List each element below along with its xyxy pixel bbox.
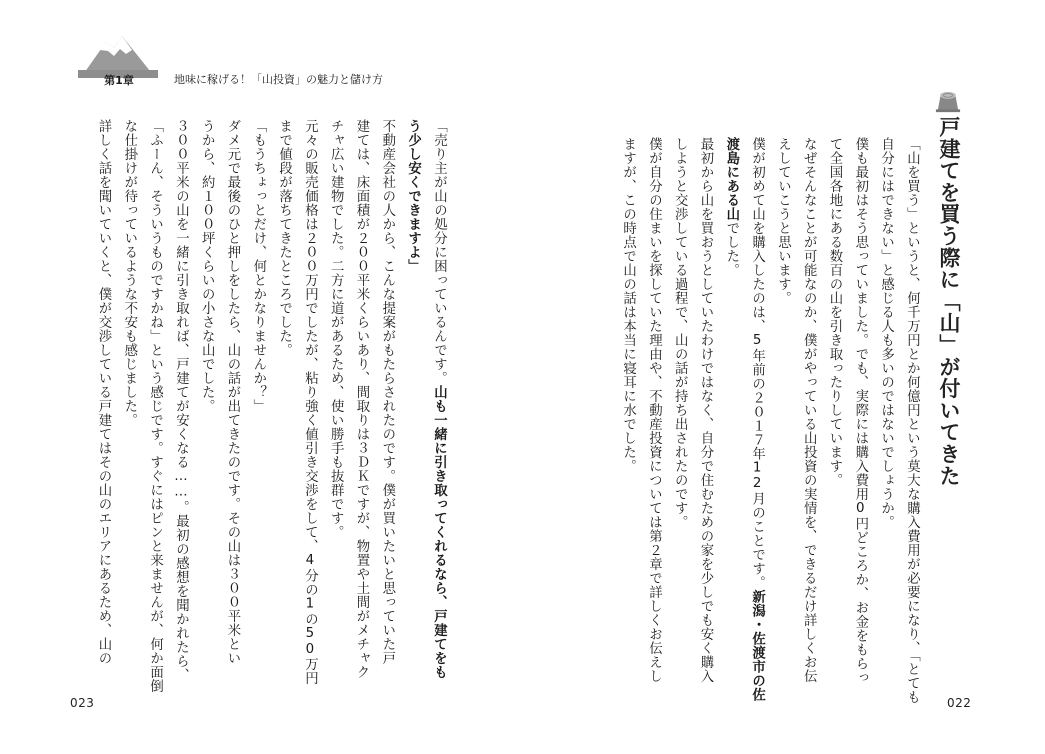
left-page-text-column (329, 119, 342, 539)
body-text: でした。 (723, 221, 739, 277)
right-page-text-column (905, 137, 918, 704)
left-page-text-column (148, 119, 161, 693)
body-text: 建ては、床面積が２００平米くらいあり、間取りは３ＤＫですが、物置や土間がメチャク (354, 119, 369, 679)
body-text: 僕が自分の住まいを探していた理由や、不動産投資については第２章で詳しくお伝えし (646, 137, 662, 683)
page-number-right: 022 (947, 696, 972, 710)
body-text: うから、約１００坪くらいの小さな山でした。 (199, 119, 215, 413)
right-page-text-column (853, 137, 866, 685)
body-text: なぜそんなことが可能なのか、僕がやっている山投資の実情を、できるだけ詳しくお伝 (801, 137, 817, 683)
left-page-text-column (122, 119, 135, 427)
right-page-text-column (673, 137, 686, 529)
left-page-text-column (380, 119, 393, 665)
body-text: 詳しく話を聞いていくと、僕が交渉している戸建てはその山のエリアにあるため、山の (96, 119, 111, 665)
body-text: 「もうちょっとだけ、何とかなりませんか？」 (250, 119, 266, 413)
emphasis-text: う少し安くできますよ」 (405, 119, 421, 273)
left-page-text-column (97, 119, 110, 665)
body-text: しようと交渉している過程で、山の話が持ち出されたのです。 (672, 137, 688, 529)
left-page-text-column (226, 119, 239, 665)
left-page-text-column (355, 119, 368, 679)
body-text: 「売り主が山の処分に困っているんです。 (431, 119, 447, 385)
chapter-title: 地味に稼げる！「山投資」の魅力と儲け方 (174, 73, 383, 86)
body-text: 僕が初めて山を購入したのは、5年前の２０１７年12月のことです。 (749, 137, 765, 590)
body-text: ダメ元で最後のひと押しをしたら、山の話が出てきたのです。その山は３００平米とい (225, 119, 240, 665)
body-text: ３００平米の山を一緒に引き取れば、戸建てが安くなる……。最初の感想を聞かれたら、 (173, 119, 189, 683)
right-page-text-column (647, 137, 660, 683)
right-page-text-column (828, 137, 841, 487)
emphasis-text: 山も一緒に引き取ってくれるなら、戸建てをも (431, 385, 447, 679)
body-text: まで値段が落ちてきたところでした。 (276, 119, 292, 357)
left-page-text-column (303, 119, 316, 685)
emphasis-text: 新潟・佐渡市の佐 (749, 589, 765, 702)
right-page-text-column (879, 137, 892, 529)
body-text: 僕も最初はそう思っていました。でも、実際には購入費用0円どころか、お金をもらっ (852, 137, 868, 685)
body-text: チャ広い建物でした。二方に道があるため、使い勝手も抜群です。 (328, 119, 344, 539)
left-page-text-column (200, 119, 213, 413)
section-heading: 戸建てを買う際に「山」が付いてきた (937, 116, 961, 487)
right-page-text-column (724, 137, 737, 277)
emphasis-text: 渡島にある山 (723, 137, 739, 221)
body-text: えしていこうと思います。 (775, 137, 791, 305)
body-text: 最初から山を買おうとしていたわけではなく、自分で住むための家を少しでも安く購入 (698, 137, 713, 683)
left-page-text-column (174, 119, 187, 682)
left-page-text-column (251, 119, 264, 413)
body-text: 元々の販売価格は２００万円でしたが、粘り強く値引き交渉をして、4分の1の50万円 (302, 119, 318, 686)
left-page-text-column (406, 119, 419, 273)
right-page-text-column (621, 137, 634, 473)
right-page-text-column (750, 137, 763, 702)
body-text: な仕掛けが待っているような不安も感じました。 (121, 119, 137, 427)
left-page-text-column (277, 119, 290, 357)
page-number-left: 023 (70, 696, 95, 710)
right-page-text-column (802, 137, 815, 683)
body-text: 不動産会社の人から、こんな提案がもたらされたのです。僕が買いたいと思っていた戸 (379, 119, 395, 665)
body-text: 自分にはできない」と感じる人も多いのではないでしょうか。 (878, 137, 894, 529)
body-text: 「ふーん、そういうものですかね」という感じです。すぐにはピンと来ませんが、何か面倒 (147, 119, 163, 693)
tree-stump-icon (935, 88, 961, 114)
body-text: 「山を買う」というと、何千万円とか何億円という莫大な購入費用が必要になり、「とても (904, 137, 920, 705)
chapter-header (78, 26, 408, 87)
chapter-number-badge: 第1章 (104, 74, 134, 87)
body-text: て全国各地にある数百の山を引き取ったりしています。 (827, 137, 842, 487)
right-page-text-column (776, 137, 789, 305)
body-text: ますが、この時点で山の話は本当に寝耳に水でした。 (620, 137, 636, 473)
right-page-text-column (699, 137, 712, 683)
left-page-text-column (432, 119, 445, 679)
